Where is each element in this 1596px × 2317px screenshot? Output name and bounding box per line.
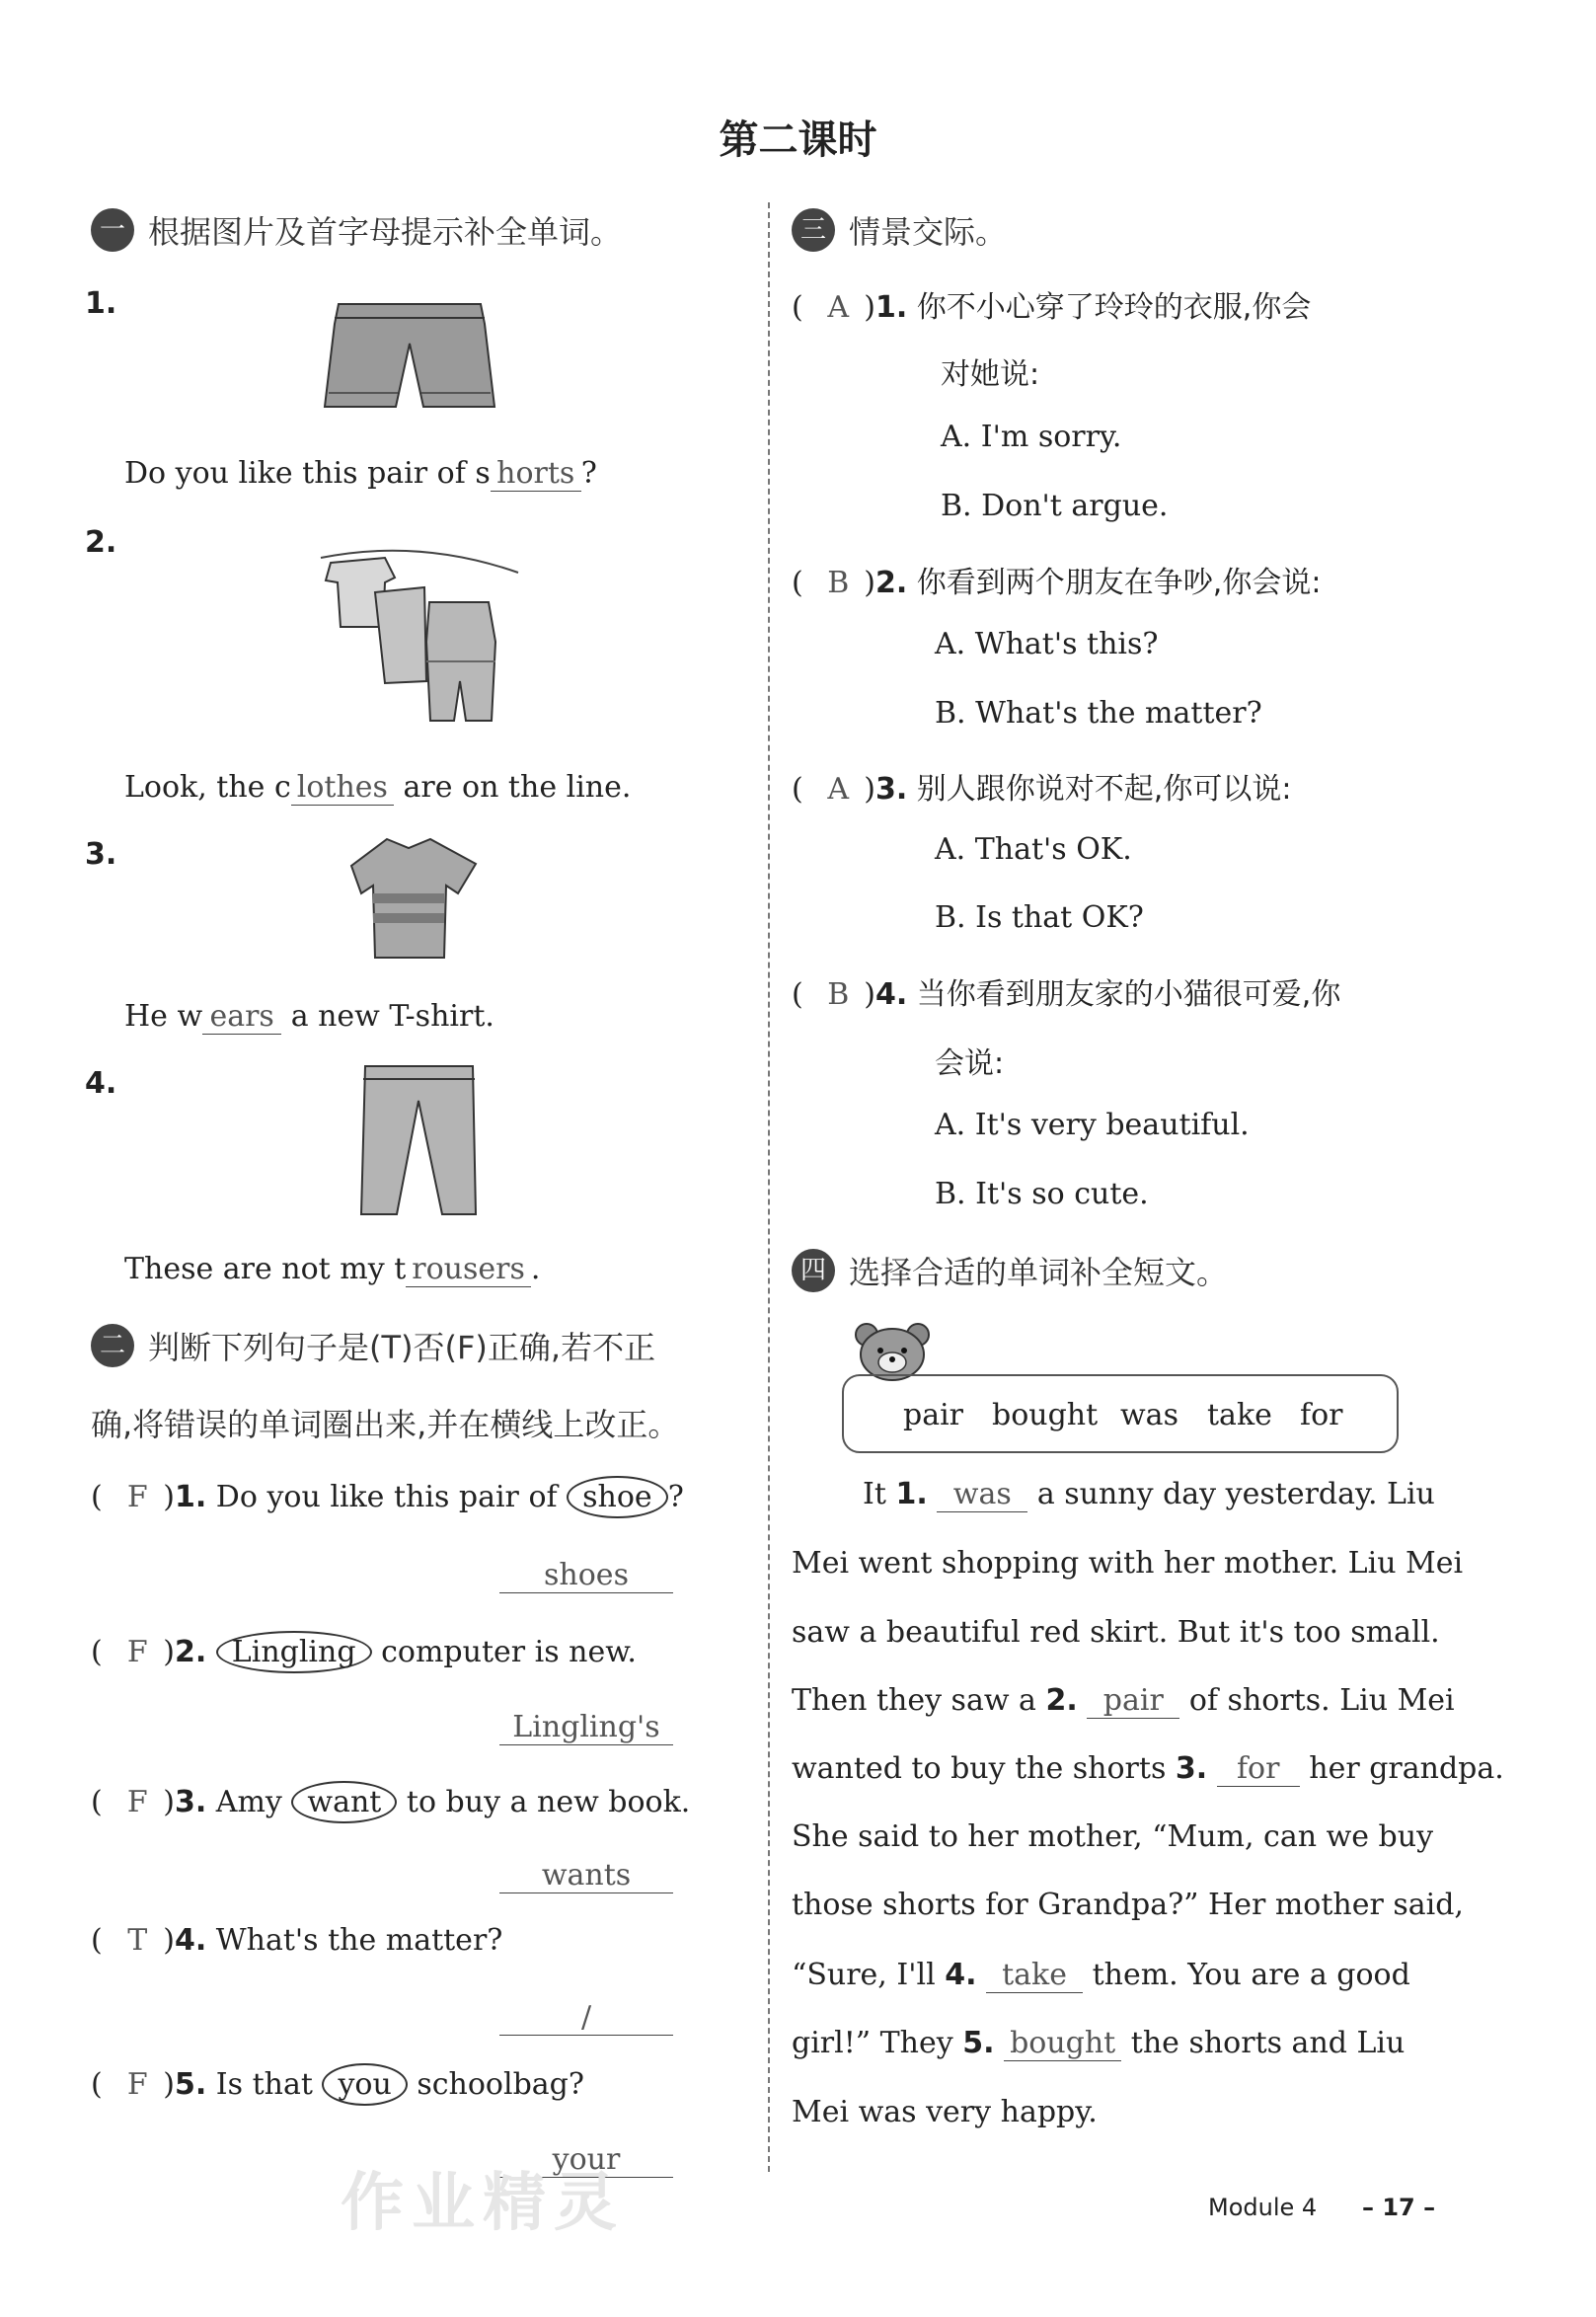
passage-line-9: girl!” They 5. bought the shorts and Liu xyxy=(792,2026,1406,2060)
passage-line-6: She said to her mother, “Mum, can we buy xyxy=(792,1819,1434,1854)
s3-q1-option-a: A. I'm sorry. xyxy=(941,420,1122,454)
clothes-on-line-picture xyxy=(316,533,523,731)
trousers-picture xyxy=(357,1061,481,1219)
word-bank xyxy=(842,1374,1399,1453)
circled-word-1: shoe xyxy=(567,1476,668,1518)
s1-item-1-number: 1. xyxy=(85,286,117,321)
section-2-heading: 二 判断下列句子是(T)否(F)正确,若不正 xyxy=(91,1323,655,1368)
s2-correction-5: your xyxy=(499,2142,673,2178)
s3-q4: ( B )4. 当你看到朋友家的小猫很可爱,你 xyxy=(792,977,1341,1012)
s4-answer-2: pair xyxy=(1087,1683,1179,1719)
s1-item-3-sentence: He w ears a new T-shirt. xyxy=(124,999,494,1034)
s1-item-4-sentence: These are not my t rousers . xyxy=(124,1252,541,1286)
section-3-badge: 三 xyxy=(792,208,835,252)
s1-answer-2: lothes xyxy=(291,770,394,806)
s2-item-4: ( T )4. What's the matter? xyxy=(91,1923,503,1958)
s2-item-1: ( F )1. Do you like this pair of shoe ? xyxy=(91,1476,684,1518)
s3-q2-option-a: A. What's this? xyxy=(935,627,1159,661)
section-1-heading: 一 根据图片及首字母提示补全单词。 xyxy=(91,207,622,253)
circled-word-5: you xyxy=(322,2063,407,2106)
passage-line-7: those shorts for Grandpa?” Her mother said, xyxy=(792,1888,1464,1922)
shorts-picture xyxy=(321,296,498,415)
s3-q3-option-a: A. That's OK. xyxy=(935,832,1132,867)
s4-answer-5: bought xyxy=(1004,2026,1121,2061)
passage-line-5: wanted to buy the shorts 3. for her grandpa. xyxy=(792,1751,1504,1786)
s4-answer-4: take xyxy=(986,1958,1083,1993)
section-4-badge: 四 xyxy=(792,1249,835,1292)
passage-line-1: It 1. was a sunny day yesterday. Liu xyxy=(863,1477,1435,1511)
word-bank-word: bought xyxy=(992,1398,1099,1432)
s2-correction-4: / xyxy=(499,2000,673,2036)
tshirt-picture xyxy=(347,834,486,963)
s3-q1-option-b: B. Don't argue. xyxy=(941,489,1169,523)
s4-answer-3: for xyxy=(1217,1751,1300,1787)
section-3-heading: 三 情景交际。 xyxy=(792,207,1007,253)
worksheet-page: 第二课时 一 根据图片及首字母提示补全单词。 1. Do you like this pair of s horts ? 2. Look, the c lothes are on the line. 3. He w ears a new T-shirt. 4. These are not my t rousers . 二 判断下列句子是(T)否(F)正确,若不正 确,将错误的单词圈出来,并在横线上改正。 ( F )1. Do you like this pair of shoe ? shoes ( F )2. Lingling computer is new. Lingling's ( F )3. Amy want to buy a new book. wants ( T )4. What's the matter? / ( F )5. Is that you schoolbag? your 三 情景交际。 ( A )1. 你不小心穿了玲玲的衣服,你会 对她说: A. I'm sorry. B. Don't argue. ( B )2. 你看到两个朋友在争吵,你会说: A. What's this? B. What's the matter? ( A )3. 别人跟你说对不起,你可以说: A. That's OK. B. Is that OK? ( B )4. 当你看到朋友家的小猫很可爱,你 会说: A. It's very beautiful. B. It's so cute. 四 选择合适的单词补全短文。 pair bought was take for It 1. was a sunny day yesterday. Liu Mei went shopping with her mother. Liu Mei saw a beautiful red skirt. But it's too small. Then they saw a 2. pair of shorts. Liu Mei wanted to buy the shorts 3. for her grandpa. She said to her mother, “Mum, can we buy those shorts for Grandpa?” Her mother said, “Sure, I'll 4. take them. You are a good girl!” They 5. bought the shorts and Liu Mei was very happy. 作业精灵 Module 4 – 17 – xyxy=(0,0,1596,2317)
s3-q2-option-b: B. What's the matter? xyxy=(935,696,1262,731)
s2-correction-2: Lingling's xyxy=(499,1710,673,1745)
s4-answer-1: was xyxy=(937,1477,1027,1512)
section-4-heading: 四 选择合适的单词补全短文。 xyxy=(792,1248,1228,1293)
s1-item-2-sentence: Look, the c lothes are on the line. xyxy=(124,770,632,805)
page-title: 第二课时 xyxy=(719,117,877,163)
s2-correction-3: wants xyxy=(499,1858,673,1893)
s2-item-3: ( F )3. Amy want to buy a new book. xyxy=(91,1781,690,1823)
watermark: 作业精灵 xyxy=(341,2167,625,2240)
passage-line-8: “Sure, I'll 4. take them. You are a good xyxy=(792,1958,1410,1992)
s1-item-3-number: 3. xyxy=(85,837,117,872)
section-1-badge: 一 xyxy=(91,208,134,252)
s2-item-2: ( F )2. Lingling computer is new. xyxy=(91,1631,637,1673)
circled-word-2: Lingling xyxy=(216,1631,372,1673)
word-bank-word: take xyxy=(1207,1398,1272,1432)
passage-line-2: Mei went shopping with her mother. Liu Mei xyxy=(792,1546,1464,1581)
word-bank-word: was xyxy=(1120,1398,1178,1432)
word-bank-word: for xyxy=(1300,1398,1343,1432)
s1-answer-3: ears xyxy=(202,999,281,1035)
s2-correction-1: shoes xyxy=(499,1558,673,1593)
s3-q4-option-a: A. It's very beautiful. xyxy=(935,1108,1250,1142)
s3-q3: ( A )3. 别人跟你说对不起,你可以说: xyxy=(792,772,1292,807)
passage-line-3: saw a beautiful red skirt. But it's too small. xyxy=(792,1615,1440,1650)
s1-answer-1: horts xyxy=(491,456,581,492)
column-divider xyxy=(768,202,770,2172)
s1-item-4-number: 4. xyxy=(85,1066,117,1101)
footer-module: Module 4 xyxy=(1208,2194,1318,2221)
circled-word-3: want xyxy=(291,1781,397,1823)
s3-q3-option-b: B. Is that OK? xyxy=(935,900,1144,935)
s2-item-5: ( F )5. Is that you schoolbag? xyxy=(91,2063,584,2106)
s3-q2: ( B )2. 你看到两个朋友在争吵,你会说: xyxy=(792,566,1322,600)
passage-line-10: Mei was very happy. xyxy=(792,2095,1098,2129)
passage-line-4: Then they saw a 2. pair of shorts. Liu Mei xyxy=(792,1683,1455,1718)
section-2-badge: 二 xyxy=(91,1324,134,1367)
s1-item-2-number: 2. xyxy=(85,525,117,560)
word-bank-word: pair xyxy=(903,1398,964,1432)
s3-q4-option-b: B. It's so cute. xyxy=(935,1177,1149,1211)
section-2-heading-line-2: 确,将错误的单词圈出来,并在横线上改正。 xyxy=(91,1406,680,1443)
s3-q1: ( A )1. 你不小心穿了玲玲的衣服,你会 xyxy=(792,290,1312,325)
s1-item-1-sentence: Do you like this pair of s horts ? xyxy=(124,456,597,491)
page-number: – 17 – xyxy=(1362,2194,1436,2221)
s1-answer-4: rousers xyxy=(406,1252,531,1287)
